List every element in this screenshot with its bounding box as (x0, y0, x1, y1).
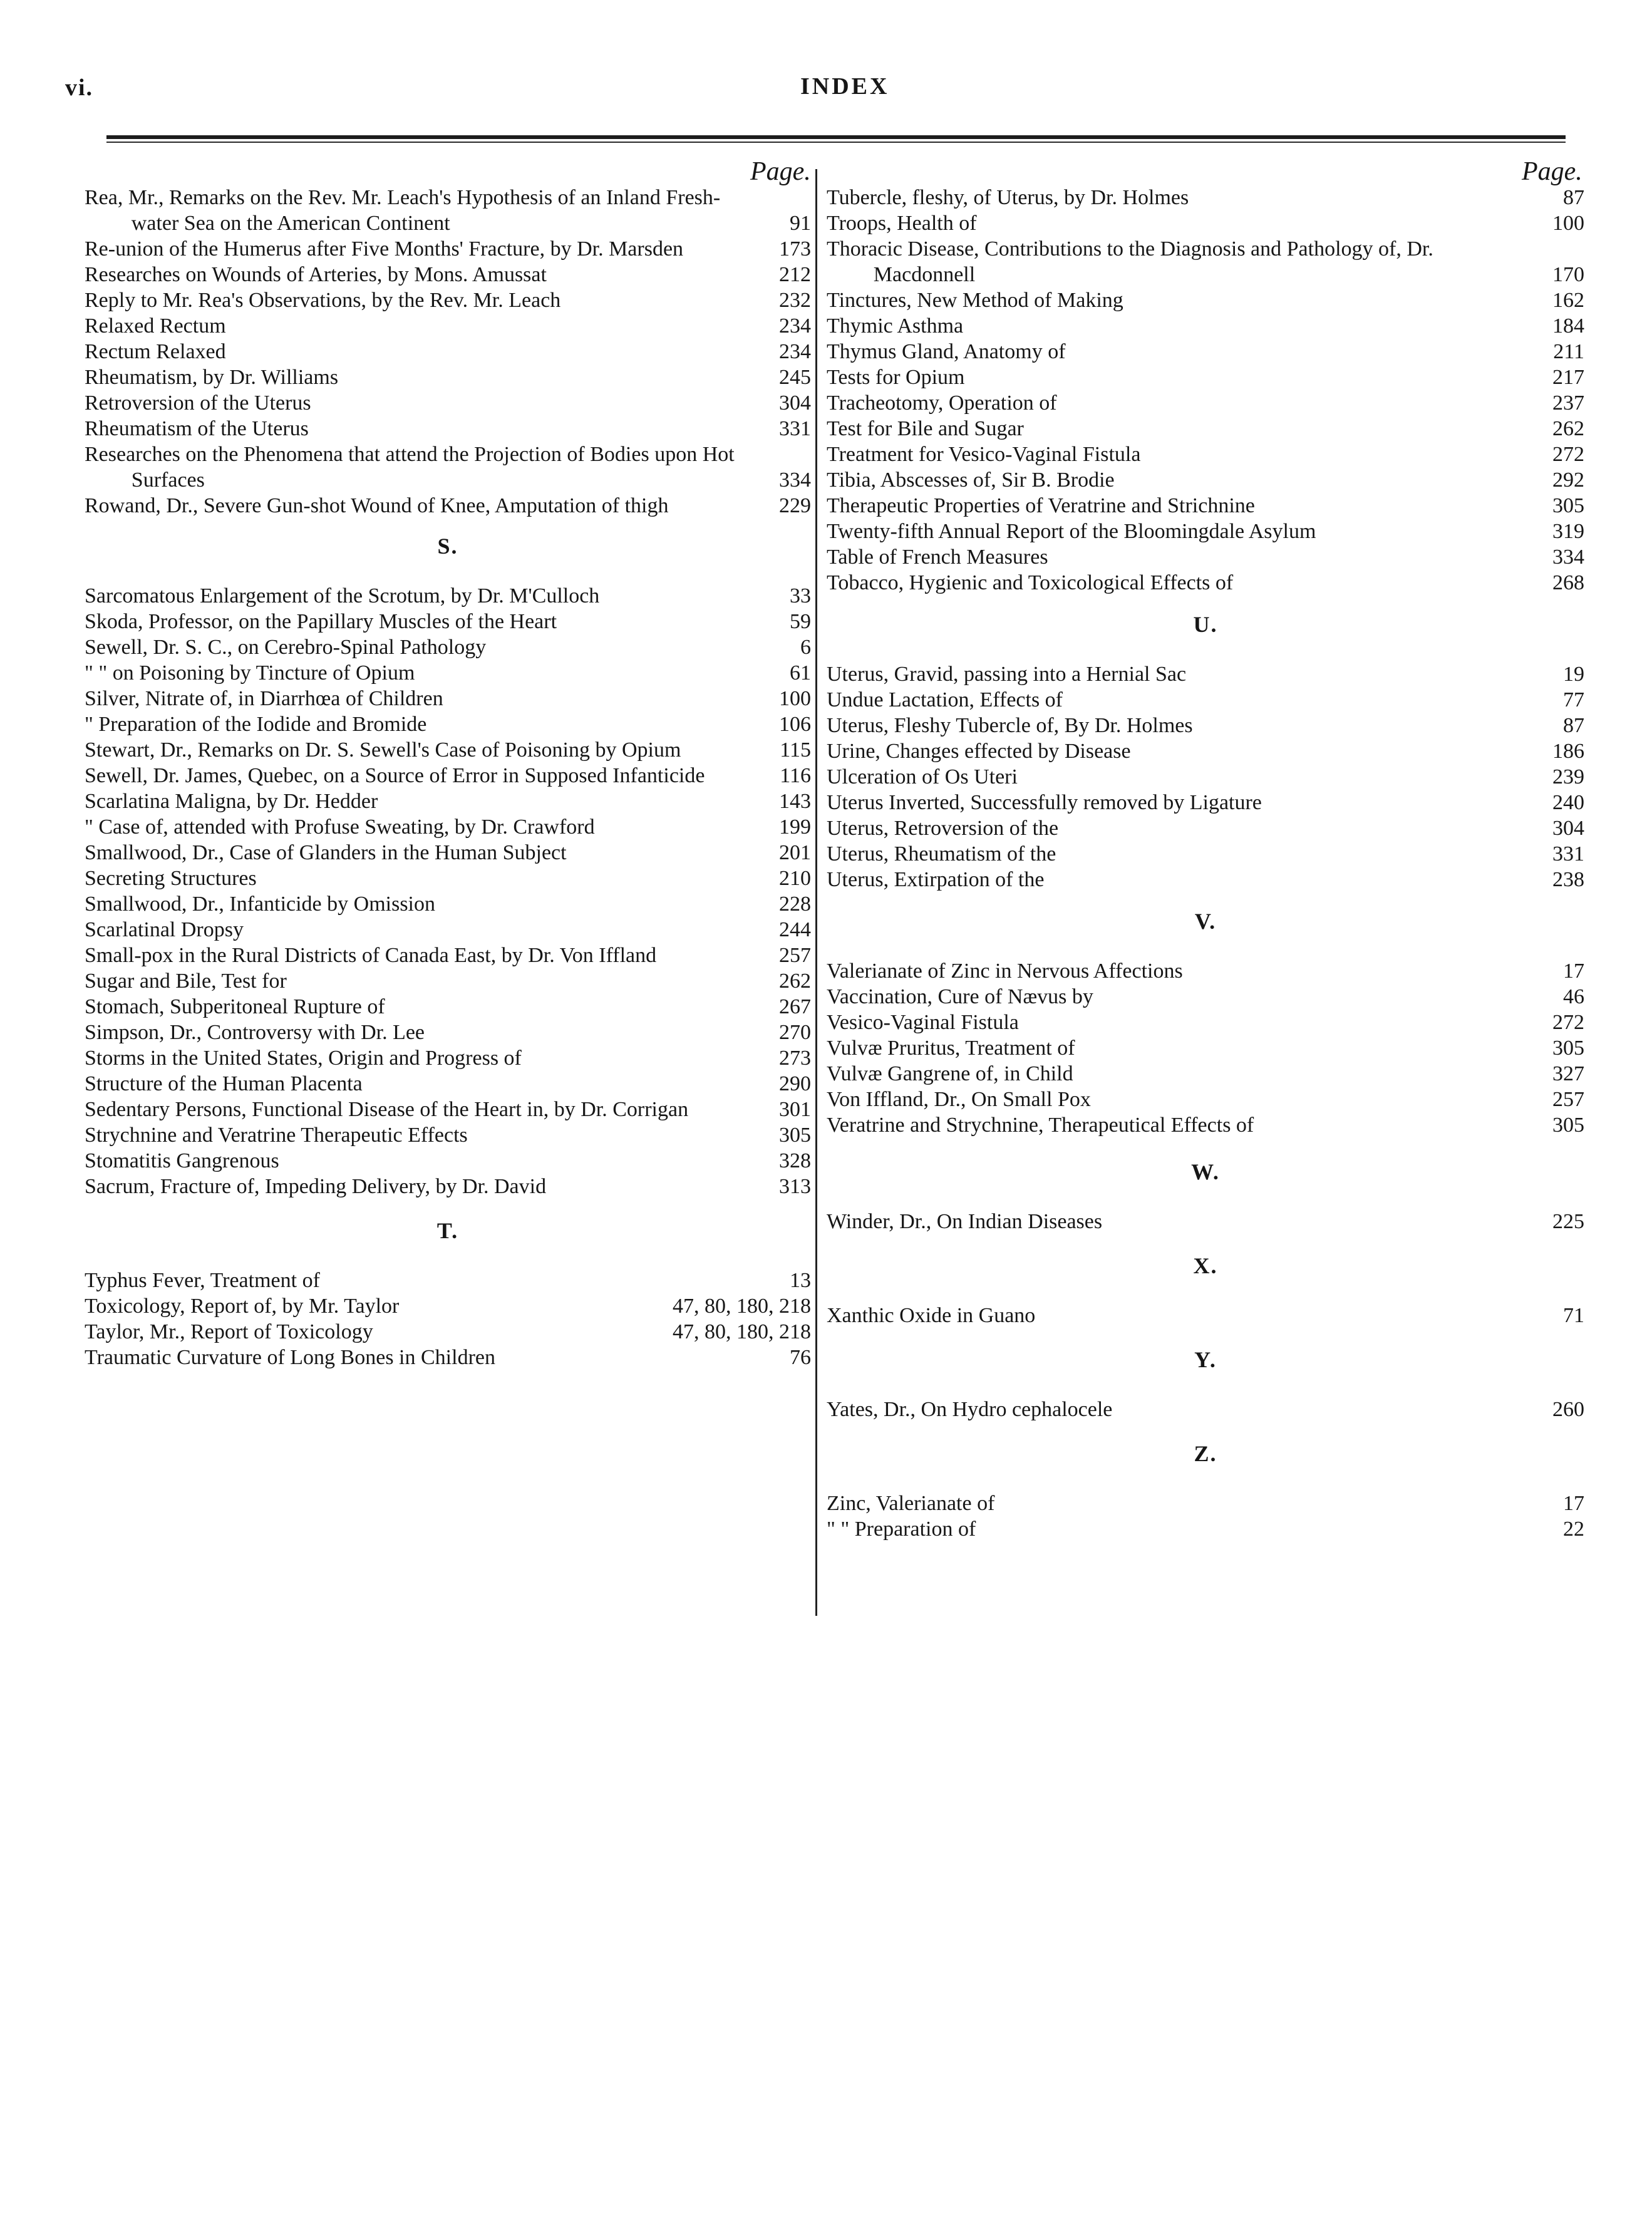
index-entry-text: Simpson, Dr., Controversy with Dr. Lee (85, 1021, 425, 1044)
index-entry-text: Sacrum, Fracture of, Impeding Delivery, by Dr. David (85, 1175, 547, 1198)
index-entry-text: Therapeutic Properties of Veratrine and Strichnine (827, 494, 1255, 517)
index-entry-page: 327 (1552, 1062, 1584, 1085)
index-entry (827, 210, 1584, 236)
index-entry (827, 867, 1584, 892)
index-entry-page: 292 (1552, 468, 1584, 492)
index-entry (827, 236, 1584, 287)
index-entry-page: 331 (1552, 842, 1584, 866)
entries-x (827, 1303, 1584, 1328)
index-entry (85, 339, 811, 365)
index-entry-text: Thoracic Disease, Contributions to the Diagnosis and Pathology of, Dr. Macdonnell (827, 237, 1433, 286)
index-entry-page: 212 (779, 263, 811, 286)
index-entry-text: Smallwood, Dr., Case of Glanders in the Human Subject (85, 841, 567, 864)
index-entry-text: Taylor, Mr., Report of Toxicology (85, 1320, 373, 1343)
index-entry-text: Uterus, Gravid, passing into a Hernial Sac (827, 663, 1187, 686)
index-entry-text: Typhus Fever, Treatment of (85, 1269, 320, 1292)
section-heading-s: S. (437, 534, 458, 559)
index-entry-text: Stomach, Subperitoneal Rupture of (85, 995, 385, 1018)
index-entry-page: 334 (779, 468, 811, 492)
index-entry-page: 17 (1563, 1492, 1584, 1515)
index-entry-page: 87 (1563, 186, 1584, 209)
index-entry-text: Sewell, Dr. S. C., on Cerebro-Spinal Pathology (85, 636, 487, 659)
index-entry-text: Rheumatism, by Dr. Williams (85, 366, 339, 389)
index-entry (827, 339, 1584, 365)
index-entry (85, 287, 811, 313)
index-entry-text: Test for Bile and Sugar (827, 417, 1024, 440)
left-column (85, 185, 811, 1370)
index-entry-page: 232 (779, 289, 811, 312)
index-entry-page: 91 (790, 212, 811, 235)
index-entry-page: 305 (779, 1124, 811, 1147)
index-entry-page: 217 (1552, 366, 1584, 389)
index-entry (85, 866, 811, 891)
index-entry-page: 319 (1552, 520, 1584, 543)
index-entry-page: 328 (779, 1149, 811, 1172)
index-entry-text: Traumatic Curvature of Long Bones in Children (85, 1346, 495, 1369)
index-entry-page: 239 (1552, 765, 1584, 789)
index-entry-page: 47, 80, 180, 218 (673, 1320, 811, 1343)
index-entry (85, 1345, 811, 1370)
index-entry (85, 943, 811, 968)
index-entry (85, 891, 811, 917)
index-entry-page: 331 (779, 417, 811, 440)
index-entry (85, 917, 811, 943)
index-entry-page: 33 (790, 584, 811, 608)
index-entry-page: 184 (1552, 314, 1584, 338)
index-entry (827, 815, 1584, 841)
index-entry-text: Valerianate of Zinc in Nervous Affections (827, 959, 1183, 983)
index-entry-text: Skoda, Professor, on the Papillary Muscles of the Heart (85, 610, 557, 633)
index-entry-text: Sewell, Dr. James, Quebec, on a Source of Error in Supposed Infanticide (85, 764, 705, 787)
index-entry-text: Stewart, Dr., Remarks on Dr. S. Sewell's Case of Poisoning by Opium (85, 738, 681, 762)
index-entry-text: Veratrine and Strychnine, Therapeutical Effects of (827, 1114, 1254, 1137)
index-entry (85, 814, 811, 840)
index-entry (85, 416, 811, 442)
index-entry (827, 738, 1584, 764)
section-heading-z: Z. (1194, 1441, 1217, 1466)
index-entry-text: Yates, Dr., On Hydro cephalocele (827, 1398, 1113, 1421)
index-entry (827, 570, 1584, 596)
index-entry (85, 185, 811, 236)
index-entry-text: " " Preparation of (827, 1518, 976, 1541)
index-entry-page: 6 (800, 636, 811, 659)
index-entry-page: 201 (779, 841, 811, 864)
index-entry (827, 493, 1584, 519)
index-entry (85, 634, 811, 660)
index-entry (85, 1174, 811, 1199)
index-entry-text: Scarlatina Maligna, by Dr. Hedder (85, 790, 378, 813)
index-entry-page: 17 (1563, 959, 1584, 983)
index-entry-page: 234 (779, 340, 811, 363)
entries-y (827, 1397, 1584, 1422)
index-entry-text: Urine, Changes effected by Disease (827, 740, 1131, 763)
index-entry (85, 442, 811, 493)
index-entry-text: Retroversion of the Uterus (85, 391, 311, 415)
index-entry-text: Winder, Dr., On Indian Diseases (827, 1210, 1103, 1233)
right-column (827, 185, 1584, 1542)
right-page-heading: Page. (1522, 157, 1582, 186)
index-entry (827, 467, 1584, 493)
index-entry (827, 984, 1584, 1010)
index-entry (827, 1491, 1584, 1516)
index-entry (827, 442, 1584, 467)
index-entry (85, 994, 811, 1020)
section-heading-w: W. (1191, 1159, 1220, 1184)
index-entry-page: 106 (779, 713, 811, 736)
entries-r (85, 185, 811, 519)
index-entry-page: 237 (1552, 391, 1584, 415)
index-entry-text: Stomatitis Gangrenous (85, 1149, 279, 1172)
index-entry-page: 199 (779, 815, 811, 839)
index-entry (827, 185, 1584, 210)
index-entry (85, 1045, 811, 1071)
entries-t (85, 1268, 811, 1370)
index-entry-page: 228 (779, 892, 811, 916)
index-entry (85, 262, 811, 287)
index-entry-text: Relaxed Rectum (85, 314, 226, 338)
index-entry (827, 661, 1584, 687)
index-entry-text: Secreting Structures (85, 867, 257, 890)
page-number: vi. (65, 75, 94, 101)
index-entry (827, 764, 1584, 790)
section-heading-t: T. (436, 1218, 459, 1243)
index-entry-text: Xanthic Oxide in Guano (827, 1304, 1036, 1327)
index-entry (827, 713, 1584, 738)
index-entry-page: 260 (1552, 1398, 1584, 1421)
index-entry-page: 305 (1552, 1114, 1584, 1137)
section-heading-y: Y. (1194, 1347, 1217, 1372)
index-entry-page: 229 (779, 494, 811, 517)
index-entry-text: Rea, Mr., Remarks on the Rev. Mr. Leach's Hypothesis of an Inland Fresh-water Sea on the American Continent (85, 186, 721, 235)
index-entry-text: Strychnine and Veratrine Therapeutic Effects (85, 1124, 468, 1147)
index-entry-text: Uterus, Retroversion of the (827, 817, 1059, 840)
index-entry (827, 1061, 1584, 1087)
index-entry (827, 519, 1584, 544)
index-entry (85, 1071, 811, 1097)
index-entry-page: 71 (1563, 1304, 1584, 1327)
index-entry-page: 290 (779, 1072, 811, 1095)
index-entry (85, 737, 811, 763)
index-entry-page: 270 (779, 1021, 811, 1044)
index-entry (85, 1293, 811, 1319)
index-entry (85, 236, 811, 262)
index-entry-page: 305 (1552, 494, 1584, 517)
index-entry (85, 365, 811, 390)
index-entry-page: 77 (1563, 688, 1584, 711)
index-entry-text: Thymus Gland, Anatomy of (827, 340, 1066, 363)
index-entry-page: 304 (1552, 817, 1584, 840)
index-entry-page: 273 (779, 1047, 811, 1070)
index-entry-page: 257 (779, 944, 811, 967)
index-entry (827, 1516, 1584, 1542)
index-entry-page: 267 (779, 995, 811, 1018)
page-title: INDEX (800, 73, 890, 100)
index-entry (827, 1112, 1584, 1138)
index-entry-text: Vaccination, Cure of Nævus by (827, 985, 1093, 1008)
index-entry-page: 76 (790, 1346, 811, 1369)
index-entry-page: 225 (1552, 1210, 1584, 1233)
index-entry (85, 1148, 811, 1174)
entries-s (85, 583, 811, 1199)
index-entry (827, 1035, 1584, 1061)
index-entry-text: " Case of, attended with Profuse Sweating, by Dr. Crawford (85, 815, 595, 839)
left-page-heading: Page. (750, 157, 811, 186)
entries-u (827, 661, 1584, 892)
index-entry-page: 162 (1552, 289, 1584, 312)
index-entry (827, 287, 1584, 313)
index-entry-text: Treatment for Vesico-Vaginal Fistula (827, 443, 1141, 466)
entries-v (827, 958, 1584, 1138)
index-entry (827, 390, 1584, 416)
index-entry-text: Uterus, Rheumatism of the (827, 842, 1056, 866)
index-entry-text: Scarlatinal Dropsy (85, 918, 244, 941)
index-entry-page: 173 (779, 237, 811, 261)
index-entry (827, 790, 1584, 815)
index-entry-text: Twenty-fifth Annual Report of the Bloomingdale Asylum (827, 520, 1316, 543)
index-entry-text: Structure of the Human Placenta (85, 1072, 363, 1095)
index-entry-text: Zinc, Valerianate of (827, 1492, 995, 1515)
index-entry (85, 660, 811, 686)
index-entry-page: 262 (1552, 417, 1584, 440)
index-entry-page: 13 (790, 1269, 811, 1292)
index-entry-text: Tracheotomy, Operation of (827, 391, 1057, 415)
index-entry-page: 59 (790, 610, 811, 633)
index-entry (85, 711, 811, 737)
section-heading-v: V. (1194, 909, 1217, 934)
index-entry-page: 313 (779, 1175, 811, 1198)
index-entry-page: 61 (790, 661, 811, 685)
entries-z (827, 1491, 1584, 1542)
index-entry-text: Vulvæ Pruritus, Treatment of (827, 1037, 1075, 1060)
index-entry-page: 22 (1563, 1518, 1584, 1541)
index-entry-text: Tibia, Abscesses of, Sir B. Brodie (827, 468, 1115, 492)
index-entry-text: Tests for Opium (827, 366, 965, 389)
index-entry (827, 1303, 1584, 1328)
index-entry-text: Rectum Relaxed (85, 340, 226, 363)
index-entry-page: 19 (1563, 663, 1584, 686)
index-entry-text: Researches on the Phenomena that attend the Projection of Bodies upon Hot Surfaces (85, 443, 735, 492)
index-entry-page: 262 (779, 970, 811, 993)
index-entry (85, 686, 811, 711)
index-entry-page: 257 (1552, 1088, 1584, 1111)
index-entry-page: 305 (1552, 1037, 1584, 1060)
index-entry-page: 304 (779, 391, 811, 415)
index-entry-page: 245 (779, 366, 811, 389)
index-entry (85, 1268, 811, 1293)
index-entry (827, 1010, 1584, 1035)
index-entry-text: Rheumatism of the Uterus (85, 417, 309, 440)
entries-w (827, 1209, 1584, 1234)
index-entry-text: Tinctures, New Method of Making (827, 289, 1123, 312)
index-entry-text: Sarcomatous Enlargement of the Scrotum, by Dr. M'Culloch (85, 584, 600, 608)
index-entry-page: 143 (779, 790, 811, 813)
index-entry-text: Researches on Wounds of Arteries, by Mons. Amussat (85, 263, 547, 286)
index-entry-page: 244 (779, 918, 811, 941)
section-heading-u: U. (1193, 612, 1218, 637)
index-entry-text: Tobacco, Hygienic and Toxicological Effects of (827, 571, 1234, 594)
index-entry-page: 234 (779, 314, 811, 338)
index-entry (85, 1020, 811, 1045)
index-entry (827, 1087, 1584, 1112)
index-entry-page: 210 (779, 867, 811, 890)
index-entry-text: Ulceration of Os Uteri (827, 765, 1018, 789)
index-entry (827, 958, 1584, 984)
index-entry (85, 968, 811, 994)
index-entry-text: Silver, Nitrate of, in Diarrhœa of Children (85, 687, 443, 710)
index-entry-page: 272 (1552, 443, 1584, 466)
index-entry-page: 100 (1552, 212, 1584, 235)
index-entry-text: Uterus, Extirpation of the (827, 868, 1045, 891)
index-entry (85, 763, 811, 789)
index-entry-page: 115 (780, 738, 811, 762)
index-entry (85, 583, 811, 609)
header-rule-thin (106, 142, 1566, 143)
index-entry (827, 313, 1584, 339)
index-entry-text: Toxicology, Report of, by Mr. Taylor (85, 1295, 400, 1318)
index-entry-page: 170 (1552, 263, 1584, 286)
index-entry-page: 268 (1552, 571, 1584, 594)
index-entry (827, 1397, 1584, 1422)
index-entry-text: Table of French Measures (827, 546, 1048, 569)
index-entry (85, 313, 811, 339)
index-entry-text: Uterus, Fleshy Tubercle of, By Dr. Holmes (827, 714, 1193, 737)
index-entry-text: Reply to Mr. Rea's Observations, by the Rev. Mr. Leach (85, 289, 561, 312)
index-entry (85, 789, 811, 814)
index-entry (827, 416, 1584, 442)
index-entry-page: 240 (1552, 791, 1584, 814)
index-entry (827, 1209, 1584, 1234)
index-entry-page: 334 (1552, 546, 1584, 569)
index-entry-page: 116 (780, 764, 811, 787)
index-entry-text: Small-pox in the Rural Districts of Canada East, by Dr. Von Iffland (85, 944, 657, 967)
index-entry-page: 100 (779, 687, 811, 710)
index-entry-page: 272 (1552, 1011, 1584, 1034)
index-entry (85, 840, 811, 866)
index-entry-text: Undue Lactation, Effects of (827, 688, 1063, 711)
index-entry-text: Uterus Inverted, Successfully removed by Ligature (827, 791, 1262, 814)
index-entry-text: Troops, Health of (827, 212, 977, 235)
index-entry (827, 687, 1584, 713)
index-entry-text: Vesico-Vaginal Fistula (827, 1011, 1019, 1034)
index-entry (827, 841, 1584, 867)
index-entry-text: Re-union of the Humerus after Five Months' Fracture, by Dr. Marsden (85, 237, 684, 261)
index-entry-text: Smallwood, Dr., Infanticide by Omission (85, 892, 436, 916)
header-rule (106, 135, 1566, 139)
index-entry-page: 211 (1553, 340, 1584, 363)
entries-t-right (827, 185, 1584, 596)
index-entry (85, 1319, 811, 1345)
index-entry-page: 301 (779, 1098, 811, 1121)
section-heading-x: X. (1193, 1253, 1218, 1278)
index-entry-text: Sedentary Persons, Functional Disease of the Heart in, by Dr. Corrigan (85, 1098, 689, 1121)
index-entry-text: Rowand, Dr., Severe Gun-shot Wound of Knee, Amputation of thigh (85, 494, 669, 517)
index-entry-text: " " on Poisoning by Tincture of Opium (85, 661, 415, 685)
index-entry-text: Vulvæ Gangrene of, in Child (827, 1062, 1073, 1085)
index-entry (85, 1122, 811, 1148)
index-entry-text: Thymic Asthma (827, 314, 964, 338)
index-entry-page: 238 (1552, 868, 1584, 891)
index-entry (85, 390, 811, 416)
index-entry-page: 47, 80, 180, 218 (673, 1295, 811, 1318)
index-entry-text: Tubercle, fleshy, of Uterus, by Dr. Holmes (827, 186, 1189, 209)
index-entry (85, 1097, 811, 1122)
index-entry (85, 493, 811, 519)
index-entry-page: 46 (1563, 985, 1584, 1008)
index-entry-text: Sugar and Bile, Test for (85, 970, 287, 993)
index-entry-text: Storms in the United States, Origin and Progress of (85, 1047, 522, 1070)
index-entry-text: Von Iffland, Dr., On Small Pox (827, 1088, 1091, 1111)
index-entry (827, 365, 1584, 390)
column-divider (815, 169, 817, 1616)
index-entry-text: " Preparation of the Iodide and Bromide (85, 713, 427, 736)
index-entry (85, 609, 811, 634)
index-entry (827, 544, 1584, 570)
index-entry-page: 186 (1552, 740, 1584, 763)
index-entry-page: 87 (1563, 714, 1584, 737)
